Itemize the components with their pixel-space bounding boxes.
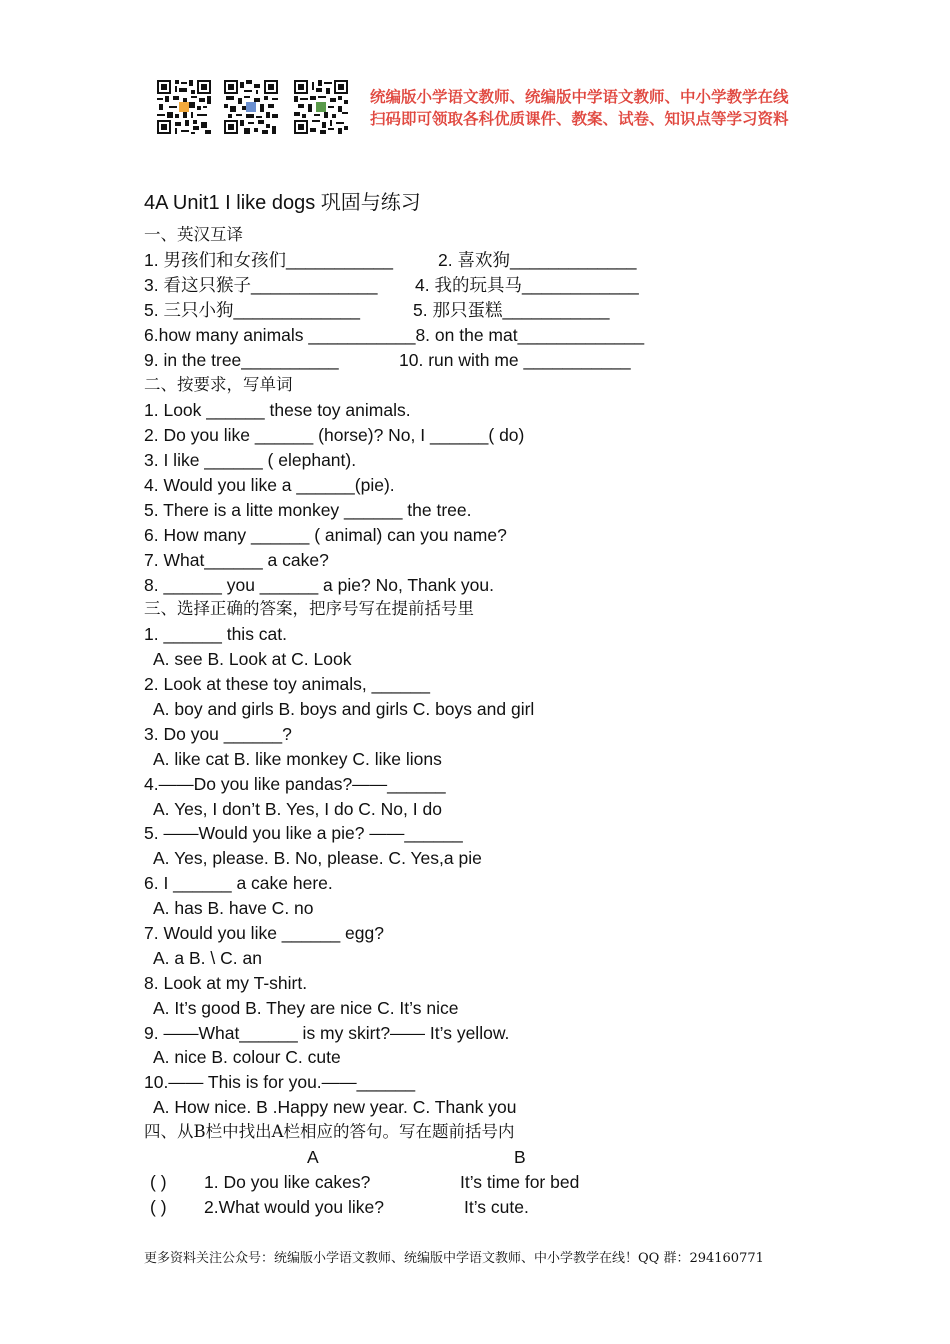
fill-item: 8. ______ you ______ a pie? No, Thank you. xyxy=(144,575,494,595)
choice-options: A. see B. Look at C. Look xyxy=(153,649,352,669)
translation-item: 5. 三只小狗_____________ xyxy=(144,300,360,320)
choice-question: 5. ——Would you like a pie? ——______ xyxy=(144,823,463,843)
choice-options: A. has B. have C. no xyxy=(153,898,314,918)
section-3-heading: 三、选择正确的答案，把序号写在提前括号里 xyxy=(144,599,474,618)
choice-options: A. a B. \ C. an xyxy=(153,948,262,968)
translation-row: 6.how many animals ___________8. on the mat_____________ xyxy=(144,325,645,345)
fill-item: 1. Look ______ these toy animals. xyxy=(144,400,411,420)
section-4-heading: 四、从B栏中找出A栏相应的答句。写在题前括号内 xyxy=(144,1122,515,1141)
qr-code-graphic xyxy=(157,80,211,134)
choice-question: 7. Would you like ______ egg? xyxy=(144,923,384,943)
translation-item: 2. 喜欢狗_____________ xyxy=(438,250,637,270)
section-2-heading: 二、按要求，写单词 xyxy=(144,375,293,394)
translation-item: 3. 看这只猴子_____________ xyxy=(144,275,378,295)
translation-item: 5. 那只蛋糕___________ xyxy=(413,300,610,320)
column-b-item: It’s time for bed xyxy=(460,1172,580,1192)
choice-options: A. nice B. colour C. cute xyxy=(153,1047,341,1067)
column-a-header: A xyxy=(307,1147,319,1167)
qr-code-1 xyxy=(157,80,211,134)
page-footer: 更多资料关注公众号：统编版小学语文教师、统编版中学语文教师、中小学教学在线！QQ 群：294160771 xyxy=(144,1251,764,1266)
column-a-item: 2.What would you like? xyxy=(204,1197,384,1217)
answer-parentheses: ( ) xyxy=(150,1172,167,1192)
qr-code-2 xyxy=(224,80,278,134)
column-b-header: B xyxy=(514,1147,526,1167)
choice-question: 10.—— This is for you.——______ xyxy=(144,1072,416,1092)
fill-item: 5. There is a litte monkey ______ the tree. xyxy=(144,500,472,520)
choice-question: 1. ______ this cat. xyxy=(144,624,288,644)
choice-question: 3. Do you ______? xyxy=(144,724,292,744)
qr-code-3 xyxy=(294,80,348,134)
choice-question: 4.——Do you like pandas?——______ xyxy=(144,774,446,794)
choice-options: A. Yes, please. B. No, please. C. Yes,a pie xyxy=(153,848,482,868)
section-1-heading: 一、英汉互译 xyxy=(144,225,243,244)
qr-code-graphic xyxy=(224,80,278,134)
translation-item: 4. 我的玩具马____________ xyxy=(415,275,639,295)
column-b-item: It’s cute. xyxy=(464,1197,529,1217)
choice-options: A. It’s good B. They are nice C. It’s nice xyxy=(153,998,459,1018)
answer-parentheses: ( ) xyxy=(150,1197,167,1217)
promo-line-2: 扫码即可领取各科优质课件、教案、试卷、知识点等学习资料 xyxy=(370,110,789,128)
promo-line-1: 统编版小学语文教师、统编版中学语文教师、中小学教学在线 xyxy=(370,88,789,106)
fill-item: 7. What______ a cake? xyxy=(144,550,329,570)
choice-options: A. How nice. B .Happy new year. C. Thank you xyxy=(153,1097,517,1117)
page-title: 4A Unit1 I like dogs 巩固与练习 xyxy=(144,192,421,214)
promo-text xyxy=(370,86,789,130)
fill-item: 6. How many ______ ( animal) can you name? xyxy=(144,525,507,545)
translation-item: 9. in the tree__________ xyxy=(144,350,339,370)
fill-item: 2. Do you like ______ (horse)? No, I ______( do) xyxy=(144,425,525,445)
choice-options: A. Yes, I don’t B. Yes, I do C. No, I do xyxy=(153,799,442,819)
column-a-item: 1. Do you like cakes? xyxy=(204,1172,371,1192)
translation-item: 10. run with me ___________ xyxy=(399,350,631,370)
fill-item: 4. Would you like a ______(pie). xyxy=(144,475,395,495)
choice-question: 9. ——What______ is my skirt?—— It’s yellow. xyxy=(144,1023,510,1043)
choice-question: 6. I ______ a cake here. xyxy=(144,873,333,893)
translation-item: 1. 男孩们和女孩们___________ xyxy=(144,250,394,270)
choice-options: A. like cat B. like monkey C. like lions xyxy=(153,749,442,769)
choice-options: A. boy and girls B. boys and girls C. boys and girl xyxy=(153,699,535,719)
qr-code-graphic xyxy=(294,80,348,134)
choice-question: 8. Look at my T-shirt. xyxy=(144,973,308,993)
choice-question: 2. Look at these toy animals, ______ xyxy=(144,674,431,694)
fill-item: 3. I like ______ ( elephant). xyxy=(144,450,357,470)
